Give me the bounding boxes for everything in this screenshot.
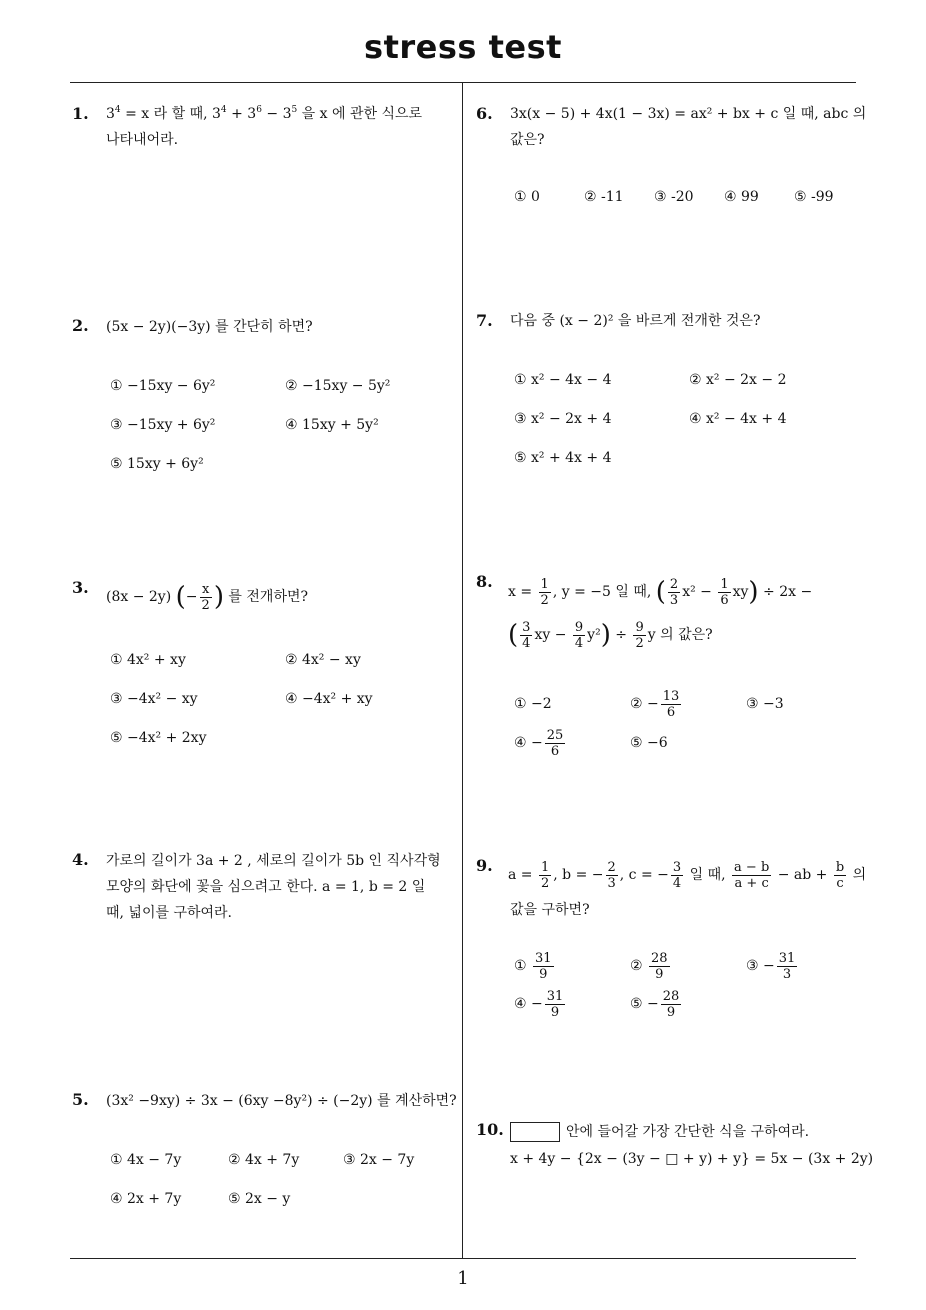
question-number: 5. (72, 1090, 89, 1109)
page-number: 1 (457, 1268, 469, 1289)
question-number: 2. (72, 316, 89, 335)
choice-1[interactable]: ① 0 (514, 189, 540, 205)
choice-2[interactable]: ② 4x + 7y (228, 1152, 300, 1168)
question-text: (3x² −9xy) ÷ 3x − (6xy −8y²) ÷ (−2y) 를 계산하면? (106, 1093, 457, 1109)
choice-5[interactable]: ⑤ -99 (794, 189, 834, 205)
question-text-line2: 모양의 화단에 꽃을 심으려고 한다. a = 1, b = 2 일 (106, 879, 426, 895)
choice-1[interactable]: ① −15xy − 6y² (110, 378, 216, 394)
choice-5[interactable]: ⑤ −4x² + 2xy (110, 730, 207, 746)
question-number: 4. (72, 850, 89, 869)
question-number: 9. (476, 856, 493, 875)
choice-1[interactable]: ① −2 (514, 696, 552, 712)
question-text-line2: x + 4y − {2x − (3y − □ + y) + y} = 5x − (3x + 2y) (510, 1151, 874, 1167)
choice-4[interactable]: ④ x² − 4x + 4 (689, 411, 787, 427)
question-text-line2: 값을 구하면? (510, 902, 590, 918)
choice-1[interactable]: ① 4x − 7y (110, 1152, 182, 1168)
choice-1[interactable]: ① x² − 4x − 4 (514, 372, 612, 388)
footer-rule (70, 1258, 856, 1259)
question-text-line2: ( $\frac{3}{4}$ xy − $\frac{9}{4}$ y²) ÷ $\frac{9}{2}$ y 의 값은? (508, 619, 713, 651)
page-title: stress test (364, 28, 562, 66)
fraction: $\frac{x}{2}$ (201, 581, 210, 613)
question-text: (8x − 2y) (− $\frac{x}{2}$ ) 를 전개하면? (106, 581, 308, 613)
choice-4[interactable]: ④ − $\frac{25}{6}$ (514, 727, 564, 759)
choice-2[interactable]: ② x² − 2x − 2 (689, 372, 787, 388)
choice-4[interactable]: ④ 99 (724, 189, 759, 205)
choice-3[interactable]: ③ −15xy + 6y² (110, 417, 216, 433)
answer-blank-box (510, 1122, 560, 1142)
question-text-line1: a = $\frac{1}{2}$ , b = − $\frac{2}{3}$ , c = − $\frac{3}{4}$ 일 때, $\frac{a - b}{a + c}$ − ab + $\frac{b}{c}$ 의 (508, 859, 867, 891)
choice-5[interactable]: ⑤ −6 (630, 735, 668, 751)
question-number: 3. (72, 578, 89, 597)
question-text-line1: x = $\frac{1}{2}$ , y = −5 일 때, ( $\frac{2}{3}$ x² − $\frac{1}{6}$ xy) ÷ 2x − (508, 576, 813, 608)
choice-1[interactable]: ① 4x² + xy (110, 652, 186, 668)
choice-1[interactable]: ① $\frac{31}{9}$ (514, 950, 552, 982)
choice-2[interactable]: ② − $\frac{13}{6}$ (630, 688, 680, 720)
choice-4[interactable]: ④ −4x² + xy (285, 691, 373, 707)
choice-3[interactable]: ③ 2x − 7y (343, 1152, 415, 1168)
question-text-line3: 때, 넓이를 구하여라. (106, 905, 232, 921)
question-text-line1: 안에 들어갈 가장 간단한 식을 구하여라. (510, 1122, 809, 1142)
choice-3[interactable]: ③ −3 (746, 696, 784, 712)
question-number: 10. (476, 1120, 504, 1139)
choice-5[interactable]: ⑤ 15xy + 6y² (110, 456, 204, 472)
choice-3[interactable]: ③ x² − 2x + 4 (514, 411, 612, 427)
choice-5[interactable]: ⑤ x² + 4x + 4 (514, 450, 612, 466)
choice-5[interactable]: ⑤ 2x − y (228, 1191, 291, 1207)
column-divider (462, 83, 463, 1259)
question-text-line2: 값은? (510, 132, 545, 148)
choice-5[interactable]: ⑤ − $\frac{28}{9}$ (630, 988, 680, 1020)
choice-2[interactable]: ② 4x² − xy (285, 652, 361, 668)
question-number: 8. (476, 572, 493, 591)
question-number: 1. (72, 104, 89, 123)
question-text-line2: 나타내어라. (106, 132, 179, 148)
question-number: 7. (476, 311, 493, 330)
question-number: 6. (476, 104, 493, 123)
question-text: 다음 중 (x − 2)² 을 바르게 전개한 것은? (510, 313, 761, 329)
question-text-line1: 가로의 길이가 3a + 2 , 세로의 길이가 5b 인 직사각형 (106, 853, 441, 869)
choice-4[interactable]: ④ 15xy + 5y² (285, 417, 379, 433)
choice-4[interactable]: ④ 2x + 7y (110, 1191, 182, 1207)
choice-3[interactable]: ③ − $\frac{31}{3}$ (746, 950, 796, 982)
choice-2[interactable]: ② −15xy − 5y² (285, 378, 391, 394)
question-text: $3^4 = x$ 라 할 때, $3^4 + 3^6 - 3^5$ 을 x 에 관한 식으로 (106, 105, 423, 122)
question-text-line1: 3x(x − 5) + 4x(1 − 3x) = ax² + bx + c 일 때, abc 의 (510, 106, 867, 122)
choice-3[interactable]: ③ −4x² − xy (110, 691, 198, 707)
choice-3[interactable]: ③ -20 (654, 189, 694, 205)
choice-4[interactable]: ④ − $\frac{31}{9}$ (514, 988, 564, 1020)
header-rule (70, 82, 856, 83)
choice-2[interactable]: ② -11 (584, 189, 624, 205)
question-text: (5x − 2y)(−3y) 를 간단히 하면? (106, 319, 313, 335)
choice-2[interactable]: ② $\frac{28}{9}$ (630, 950, 668, 982)
